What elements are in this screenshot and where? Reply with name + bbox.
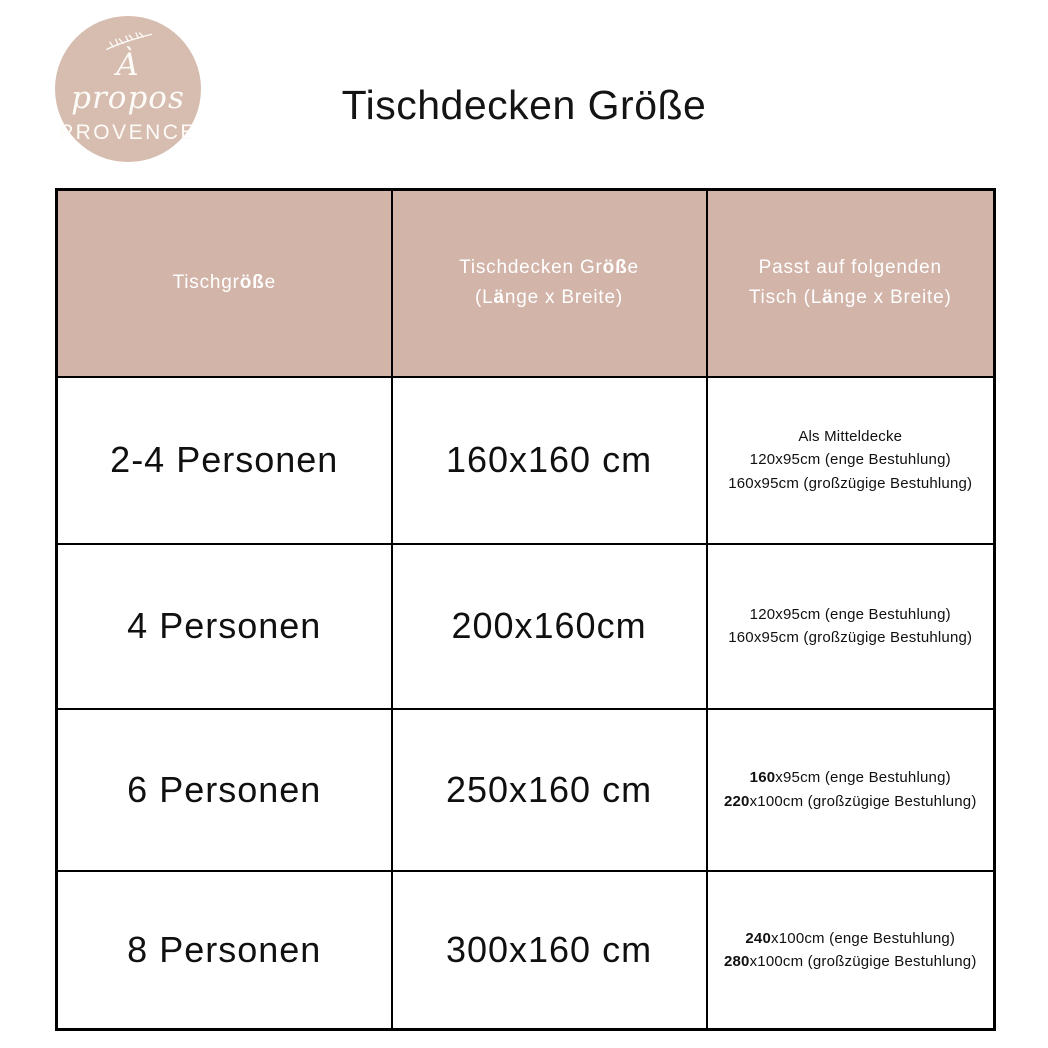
table-row bbox=[57, 544, 995, 709]
cell-persons: 4 Personen bbox=[57, 544, 392, 709]
tablecloth-size-table bbox=[55, 188, 996, 1031]
col-header-table-size bbox=[57, 190, 392, 377]
cell-persons: 8 Personen bbox=[57, 871, 392, 1030]
header-line: Tisch (Länge x Breite) bbox=[748, 287, 952, 309]
fit-line-bold: 220 bbox=[723, 792, 750, 810]
cell-fits bbox=[707, 871, 995, 1030]
header-line: Tischgröße bbox=[172, 272, 276, 294]
col-header-fits-table bbox=[707, 190, 995, 377]
fit-line-bold: 280 bbox=[723, 952, 750, 970]
logo-brand-name: À propos bbox=[71, 46, 185, 116]
fit-line-bold: 160 bbox=[749, 769, 776, 787]
fit-line-text: 120x95cm (enge Bestuhlung) bbox=[749, 605, 951, 623]
fit-line-text: x100cm (großzügige Bestuhlung) bbox=[749, 952, 977, 970]
fit-line bbox=[708, 927, 994, 950]
cell-persons: 6 Personen bbox=[57, 709, 392, 871]
cell-fits bbox=[707, 377, 995, 544]
fit-line bbox=[708, 766, 994, 789]
table-header-row bbox=[57, 190, 995, 377]
cell-fits bbox=[707, 709, 995, 871]
col-header-cloth-size bbox=[392, 190, 707, 377]
fit-line-bold: 240 bbox=[745, 929, 772, 947]
header-line: Passt auf folgenden bbox=[758, 256, 942, 278]
table-row bbox=[57, 709, 995, 871]
cell-cloth-size: 200x160cm bbox=[392, 544, 707, 709]
table-row bbox=[57, 871, 995, 1030]
fit-line bbox=[708, 950, 994, 973]
fit-line bbox=[708, 626, 994, 649]
logo-brand-subtitle: PROVENCE bbox=[59, 121, 197, 145]
table-row bbox=[57, 377, 995, 544]
fit-line-text: x100cm (großzügige Bestuhlung) bbox=[749, 792, 977, 810]
fit-line-text: 120x95cm (enge Bestuhlung) bbox=[749, 451, 951, 469]
cell-cloth-size: 300x160 cm bbox=[392, 871, 707, 1030]
header-line: (Länge x Breite) bbox=[475, 287, 623, 309]
fit-line-text: 160x95cm (großzügige Bestuhlung) bbox=[728, 629, 973, 646]
fit-line bbox=[708, 790, 994, 813]
cell-persons: 2-4 Personen bbox=[57, 377, 392, 544]
page-title: Tischdecken Größe bbox=[341, 82, 707, 128]
header-line: Tischdecken Größe bbox=[459, 256, 639, 278]
fit-line bbox=[708, 472, 994, 495]
fit-line-text: x100cm (enge Bestuhlung) bbox=[771, 929, 956, 947]
fit-line-text: 160x95cm (großzügige Bestuhlung) bbox=[728, 474, 973, 492]
cell-cloth-size: 250x160 cm bbox=[392, 709, 707, 871]
fit-line-text: Als Mitteldecke bbox=[798, 428, 903, 446]
fit-line bbox=[708, 448, 994, 471]
fit-line bbox=[708, 425, 994, 448]
cell-cloth-size: 160x160 cm bbox=[392, 377, 707, 544]
fit-line bbox=[708, 603, 994, 626]
fit-line-text: x95cm (enge Bestuhlung) bbox=[775, 769, 951, 787]
cell-fits bbox=[707, 544, 995, 709]
